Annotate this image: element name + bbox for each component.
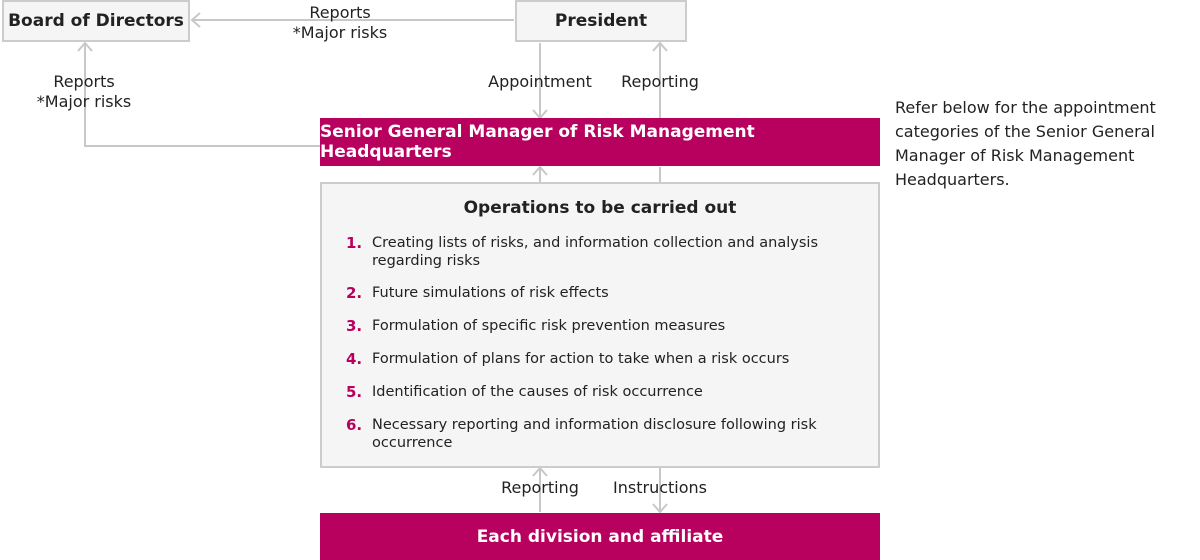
operations-item-5	[346, 383, 846, 416]
operations-item-text: Formulation of plans for action to take when a risk occurs	[372, 351, 790, 367]
operations-item-number: 2.	[346, 284, 363, 302]
operations-item-number: 3.	[346, 317, 363, 335]
board-of-directors-box	[2, 0, 190, 42]
reporting-up-label: Reporting	[621, 72, 699, 91]
operations-item-number: 1.	[346, 234, 363, 252]
president-label: President	[554, 11, 648, 31]
reporting-bottom-label: Reporting	[501, 478, 579, 497]
operations-item-text: Identification of the causes of risk occurrence	[372, 384, 703, 400]
operations-list	[346, 234, 846, 456]
senior-general-manager-box	[320, 118, 880, 166]
division-affiliate-label: Each division and affiliate	[476, 526, 724, 547]
appointment-label: Appointment	[488, 72, 592, 91]
edge-label-line2: *Major risks	[36, 92, 132, 111]
operations-item-number: 5.	[346, 383, 363, 401]
operations-item-4	[346, 350, 846, 383]
operations-title: Operations to be carried out	[463, 198, 737, 218]
division-affiliate-box	[320, 513, 880, 560]
operations-item-text: Formulation of specific risk prevention measures	[372, 318, 726, 334]
operations-item-number: 6.	[346, 416, 363, 434]
operations-item-number: 4.	[346, 350, 363, 368]
operations-item-6	[346, 416, 846, 456]
operations-item-text: Necessary reporting and information disclosure following risk occurrence	[372, 417, 817, 451]
senior-general-manager-label: Senior General Manager of Risk Management Headquarters	[320, 122, 755, 162]
instructions-label: Instructions	[613, 478, 707, 497]
edge-label-line1: Reports	[53, 72, 115, 91]
arrow-ops-to-manager	[533, 167, 547, 182]
president-to-board-label	[280, 3, 400, 43]
board-of-directors-label: Board of Directors	[8, 11, 184, 31]
operations-item-text: Future simulations of risk effects	[372, 285, 609, 301]
operations-item-3	[346, 317, 846, 350]
edge-label-line1: Reports	[309, 3, 371, 22]
operations-item-2	[346, 284, 846, 317]
president-box	[515, 0, 687, 42]
operations-item-text: Creating lists of risks, and information collection and analysis regarding risks	[372, 235, 819, 269]
side-note: Refer below for the appointment categories of the Senior General Manager of Risk Management Headquarters.	[895, 98, 1156, 189]
operations-item-1	[346, 234, 846, 284]
edge-label-line2: *Major risks	[292, 23, 388, 42]
manager-to-board-label	[22, 72, 146, 112]
operations-box	[320, 182, 880, 468]
